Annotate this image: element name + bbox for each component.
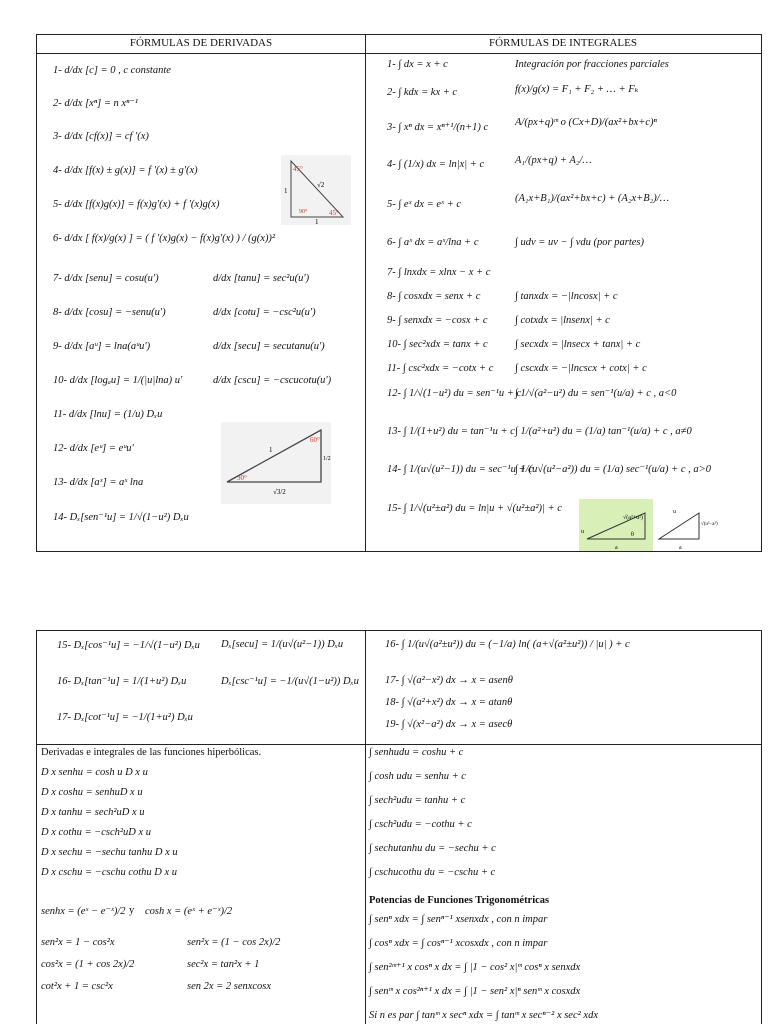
derivative-formula: 3- d/dx [cf(x)] = cf '(x) [53,131,149,142]
integral-formula-secondary: ∫ 1/√(a²−u²) du = sen⁻¹(u/a) + c , a<0 [515,388,677,399]
integral-formula: 8- ∫ cosxdx = senx + c [387,291,481,302]
integral-formula: 13- ∫ 1/(1+u²) du = tan⁻¹u + c [387,426,515,437]
hyperbolic-derivative: D x tanhu = sech²uD x u [41,807,145,818]
derivative-formula: 11- d/dx [lnu] = (1/u) Dₓu [53,409,163,420]
integral-formula-secondary: ∫ cscxdx = −|lncscx + cotx| + c [515,363,647,374]
inverse-trig-derivative-secondary: Dₓ[secu] = 1/(u√(u²−1)) Dₓu [221,639,344,650]
bottom-right-column [365,631,761,1024]
derivative-formula: 9- d/dx [aᵘ] = lna(aᵘu') [53,341,151,352]
trig-identity: cos²x = (1 + cos 2x)/2 [41,959,135,970]
definition-conjunction: y [129,905,135,916]
integral-formula-continued: 16- ∫ 1/(u√(a²±u²)) du = (−1/a) ln( (a+√(a²±u²)) / |u| ) + c [385,639,630,650]
triangle-sqrt-base: a [615,545,618,551]
inverse-trig-derivative-secondary: Dₓ[csc⁻¹u] = −1/(u√(1−u²)) Dₓu [221,676,359,687]
inverse-trig-derivative: 17- Dₓ[cot⁻¹u] = −1/(1+u²) Dₓu [57,712,193,723]
integral-formula-secondary: ∫ udv = uv − ∫ vdu (por partes) [515,237,644,248]
derivative-formula: 7- d/dx [senu] = cosu(u') [53,273,159,284]
derivative-formula-secondary: d/dx [tanu] = sec²u(u') [213,273,310,284]
integral-formula: 2- ∫ kdx = kx + c [387,87,458,98]
trig-identity-secondary: sen²x = (1 − cos 2x)/2 [187,937,281,948]
triangle-45-side1: 1 [284,187,288,195]
trig-identity: cot²x + 1 = csc²x [41,981,113,992]
trig-power-formula: ∫ sen²ᵐ⁺¹ x cosⁿ x dx = ∫ |1 − cos² x|ᵐ cosⁿ x senxdx [369,962,581,973]
triangle-45-angle-c: 90° [299,209,308,215]
trig-identity-secondary: sec²x = tan²x + 1 [187,959,260,970]
integral-formula-secondary: ∫ secxdx = |lnsecx + tanx| + c [515,339,641,350]
integral-formula-continued: 17- ∫ √(a²−x²) dx → x = asenθ [385,675,513,686]
integrals-header: FÓRMULAS DE INTEGRALES [365,35,761,54]
derivative-formula: 13- d/dx [aˣ] = aˣ lna [53,477,144,488]
integral-formula: 4- ∫ (1/x) dx = ln|x| + c [387,159,485,170]
derivative-formula: 10- d/dx [logₐu] = 1/(|u|lna) u' [53,375,183,386]
senh-definition: senhx = (eˣ − e⁻ˣ)/2 [41,906,126,917]
trig-identity: sen²x = 1 − cos²x [41,937,115,948]
integral-formula-secondary: (A₁x+B₁)/(ax²+bx+c) + (A₂x+B₂)/… [515,193,670,204]
triangle-45-angle-a: 45° [293,165,303,173]
integral-formula: 11- ∫ csc²xdx = −cotx + c [387,363,494,374]
integral-formula-secondary: Integración por fracciones parciales [515,59,669,70]
integral-formula: 6- ∫ aˣ dx = aˣ/lna + c [387,237,479,248]
triangle-45-diagram [281,155,351,225]
inverse-trig-derivative: 15- Dₓ[cos⁻¹u] = −1/√(1−u²) Dₓu [57,640,200,651]
trig-power-formula: ∫ senᵐ x cos²ⁿ⁺¹ x dx = ∫ |1 − sen² x|ⁿ senᵐ x cosxdx [369,986,581,997]
bottom-left-column [37,631,366,1024]
integral-formula-secondary: A/(px+q)ᵐ o (Cx+D)/(ax²+bx+c)ⁿ [515,117,657,128]
integral-formula: 7- ∫ lnxdx = xlnx − x + c [387,267,491,278]
triangle-30-60-side2: √3/2 [273,488,286,496]
integral-formula-secondary: ∫ cotxdx = |lnsenx| + c [515,315,610,326]
triangle-30-60-angle-a: 60° [310,436,320,444]
derivative-formula: 1- d/dx [c] = 0 , c constante [53,65,171,76]
hyperbolic-integral: ∫ csch²udu = −cothu + c [369,819,472,830]
derivative-formula: 14- Dₓ[sen⁻¹u] = 1/√(1−u²) Dₓu [53,512,189,523]
integral-formula-secondary: f(x)/g(x) = F₁ + F₂ + … + Fₖ [515,84,639,95]
triangle-30-60-side1: 1/2 [323,456,331,462]
cosh-definition: cosh x = (eˣ + e⁻ˣ)/2 [145,906,233,917]
hyperbolic-derivative: D x coshu = senhuD x u [41,787,143,798]
triangle-30-60-diagram [221,422,331,504]
triangle-sqrt-hyp: √(a²+u²) [623,515,643,521]
integral-formula: 5- ∫ eˣ dx = eˣ + c [387,199,461,210]
derivative-formula-secondary: d/dx [cotu] = −csc²u(u') [213,307,316,318]
trig-power-formula: ∫ cosⁿ xdx = ∫ cosⁿ⁻¹ xcosxdx , con n impar [369,938,548,949]
integral-formula: 12- ∫ 1/√(1−u²) du = sen⁻¹u + c [387,388,522,399]
derivative-formula: 8- d/dx [cosu] = −senu(u') [53,307,166,318]
derivatives-column [37,35,366,551]
section-divider-left [37,744,365,745]
hyperbolic-integral: ∫ cschucothu du = −cschu + c [369,867,496,878]
integral-formula: 15- ∫ 1/√(u²±a²) du = ln|u + √(u²±a²)| + c [387,503,562,514]
triangle-45-angle-b: 45° [329,209,339,217]
derivative-formula-secondary: d/dx [cscu] = −cscucotu(u') [213,375,332,386]
derivative-formula: 5- d/dx [f(x)g(x)] = f(x)g'(x) + f '(x)g(x) [53,199,220,210]
hyperbolic-integral: ∫ sechutanhu du = −sechu + c [369,843,496,854]
derivative-formula: 12- d/dx [eᵘ] = eᵘu' [53,443,134,454]
derivative-formula: 4- d/dx [f(x) ± g(x)] = f '(x) ± g'(x) [53,165,198,176]
integral-formula: 14- ∫ 1/(u√(u²−1)) du = sec⁻¹u + c [387,464,533,475]
integral-formula-continued: 19- ∫ √(x²−a²) dx → x = asecθ [385,719,513,730]
integral-formula: 10- ∫ sec²xdx = tanx + c [387,339,488,350]
derivatives-header: FÓRMULAS DE DERIVADAS [37,35,365,54]
triangle-sqrt2-hyp: u [673,509,676,515]
integral-formula-secondary: A₁/(px+q) + A₂/… [515,155,592,166]
triangle-sqrt-bg [579,499,653,551]
integral-formula: 9- ∫ senxdx = −cosx + c [387,315,488,326]
hyperbolic-integral: ∫ sech²udu = tanhu + c [369,795,466,806]
hyperbolic-derivative: D x cothu = −csch²uD x u [41,827,152,838]
triangle-sqrt-side: u [581,529,584,535]
integral-formula-secondary: ∫ tanxdx = −|lncosx| + c [515,291,618,302]
triangle-sqrt-u2-a2-diagram [655,499,727,551]
integral-formula-secondary: ∫ 1/(u√(u²−a²)) du = (1/a) sec⁻¹(u/a) + c , a>0 [515,464,712,475]
hyperbolic-derivative: D x sechu = −sechu tanhu D x u [41,847,178,858]
triangle-sqrt-angle: θ [631,532,634,538]
inverse-trig-derivative: 16- Dₓ[tan⁻¹u] = 1/(1+u²) Dₓu [57,676,187,687]
trig-power-formula: Si n es par ∫ tanᵐ x secⁿ xdx = ∫ tanᵐ x secⁿ⁻² x sec² xdx [369,1010,598,1021]
derivative-formula: 6- d/dx [ f(x)/g(x) ] = ( f '(x)g(x) − f(x)g'(x) ) / (g(x))² [53,233,276,244]
hyperbolic-derivative: D x senhu = cosh u D x u [41,767,148,778]
integral-formula: 3- ∫ xⁿ dx = xⁿ⁺¹/(n+1) c [387,122,489,133]
triangle-30-60-angle-b: 30° [237,474,247,482]
triangle-sqrt2-base: a [679,545,682,551]
integral-formula-continued: 18- ∫ √(a²+x²) dx → x = atanθ [385,697,513,708]
trig-powers-title: Potencias de Funciones Trigonométricas [369,895,550,906]
integrals-column [365,35,761,551]
derivatives-integrals-table [36,34,762,552]
triangle-sqrt2-side: √(u²−a²) [701,522,718,527]
section-divider-right [365,744,761,745]
derivatives-integrals-table-continued [36,630,762,1024]
hyperbolic-integral: ∫ senhudu = coshu + c [369,747,464,758]
hyperbolic-title: Derivadas e integrales de las funciones hiperbólicas. [41,747,262,758]
triangle-45-hyp: √2 [317,181,325,189]
hyperbolic-derivative: D x cschu = −cschu cothu D x u [41,867,178,878]
derivative-formula-secondary: d/dx [secu] = secutanu(u') [213,341,325,352]
integral-formula: 1- ∫ dx = x + c [387,59,448,70]
triangle-45-side2: 1 [315,218,319,225]
trig-identity-secondary: sen 2x = 2 senxcosx [187,981,272,992]
derivative-formula: 2- d/dx [xⁿ] = n xⁿ⁻¹ [53,98,139,109]
triangle-30-60-hyp: 1 [269,446,273,454]
trig-power-formula: ∫ senⁿ xdx = ∫ senⁿ⁻¹ xsenxdx , con n impar [369,914,548,925]
integral-formula-secondary: ∫ 1/(a²+u²) du = (1/a) tan⁻¹(u/a) + c , a≠0 [515,426,692,437]
triangle-sqrt-a2-u2-diagram [579,499,653,551]
hyperbolic-integral: ∫ cosh udu = senhu + c [369,771,466,782]
